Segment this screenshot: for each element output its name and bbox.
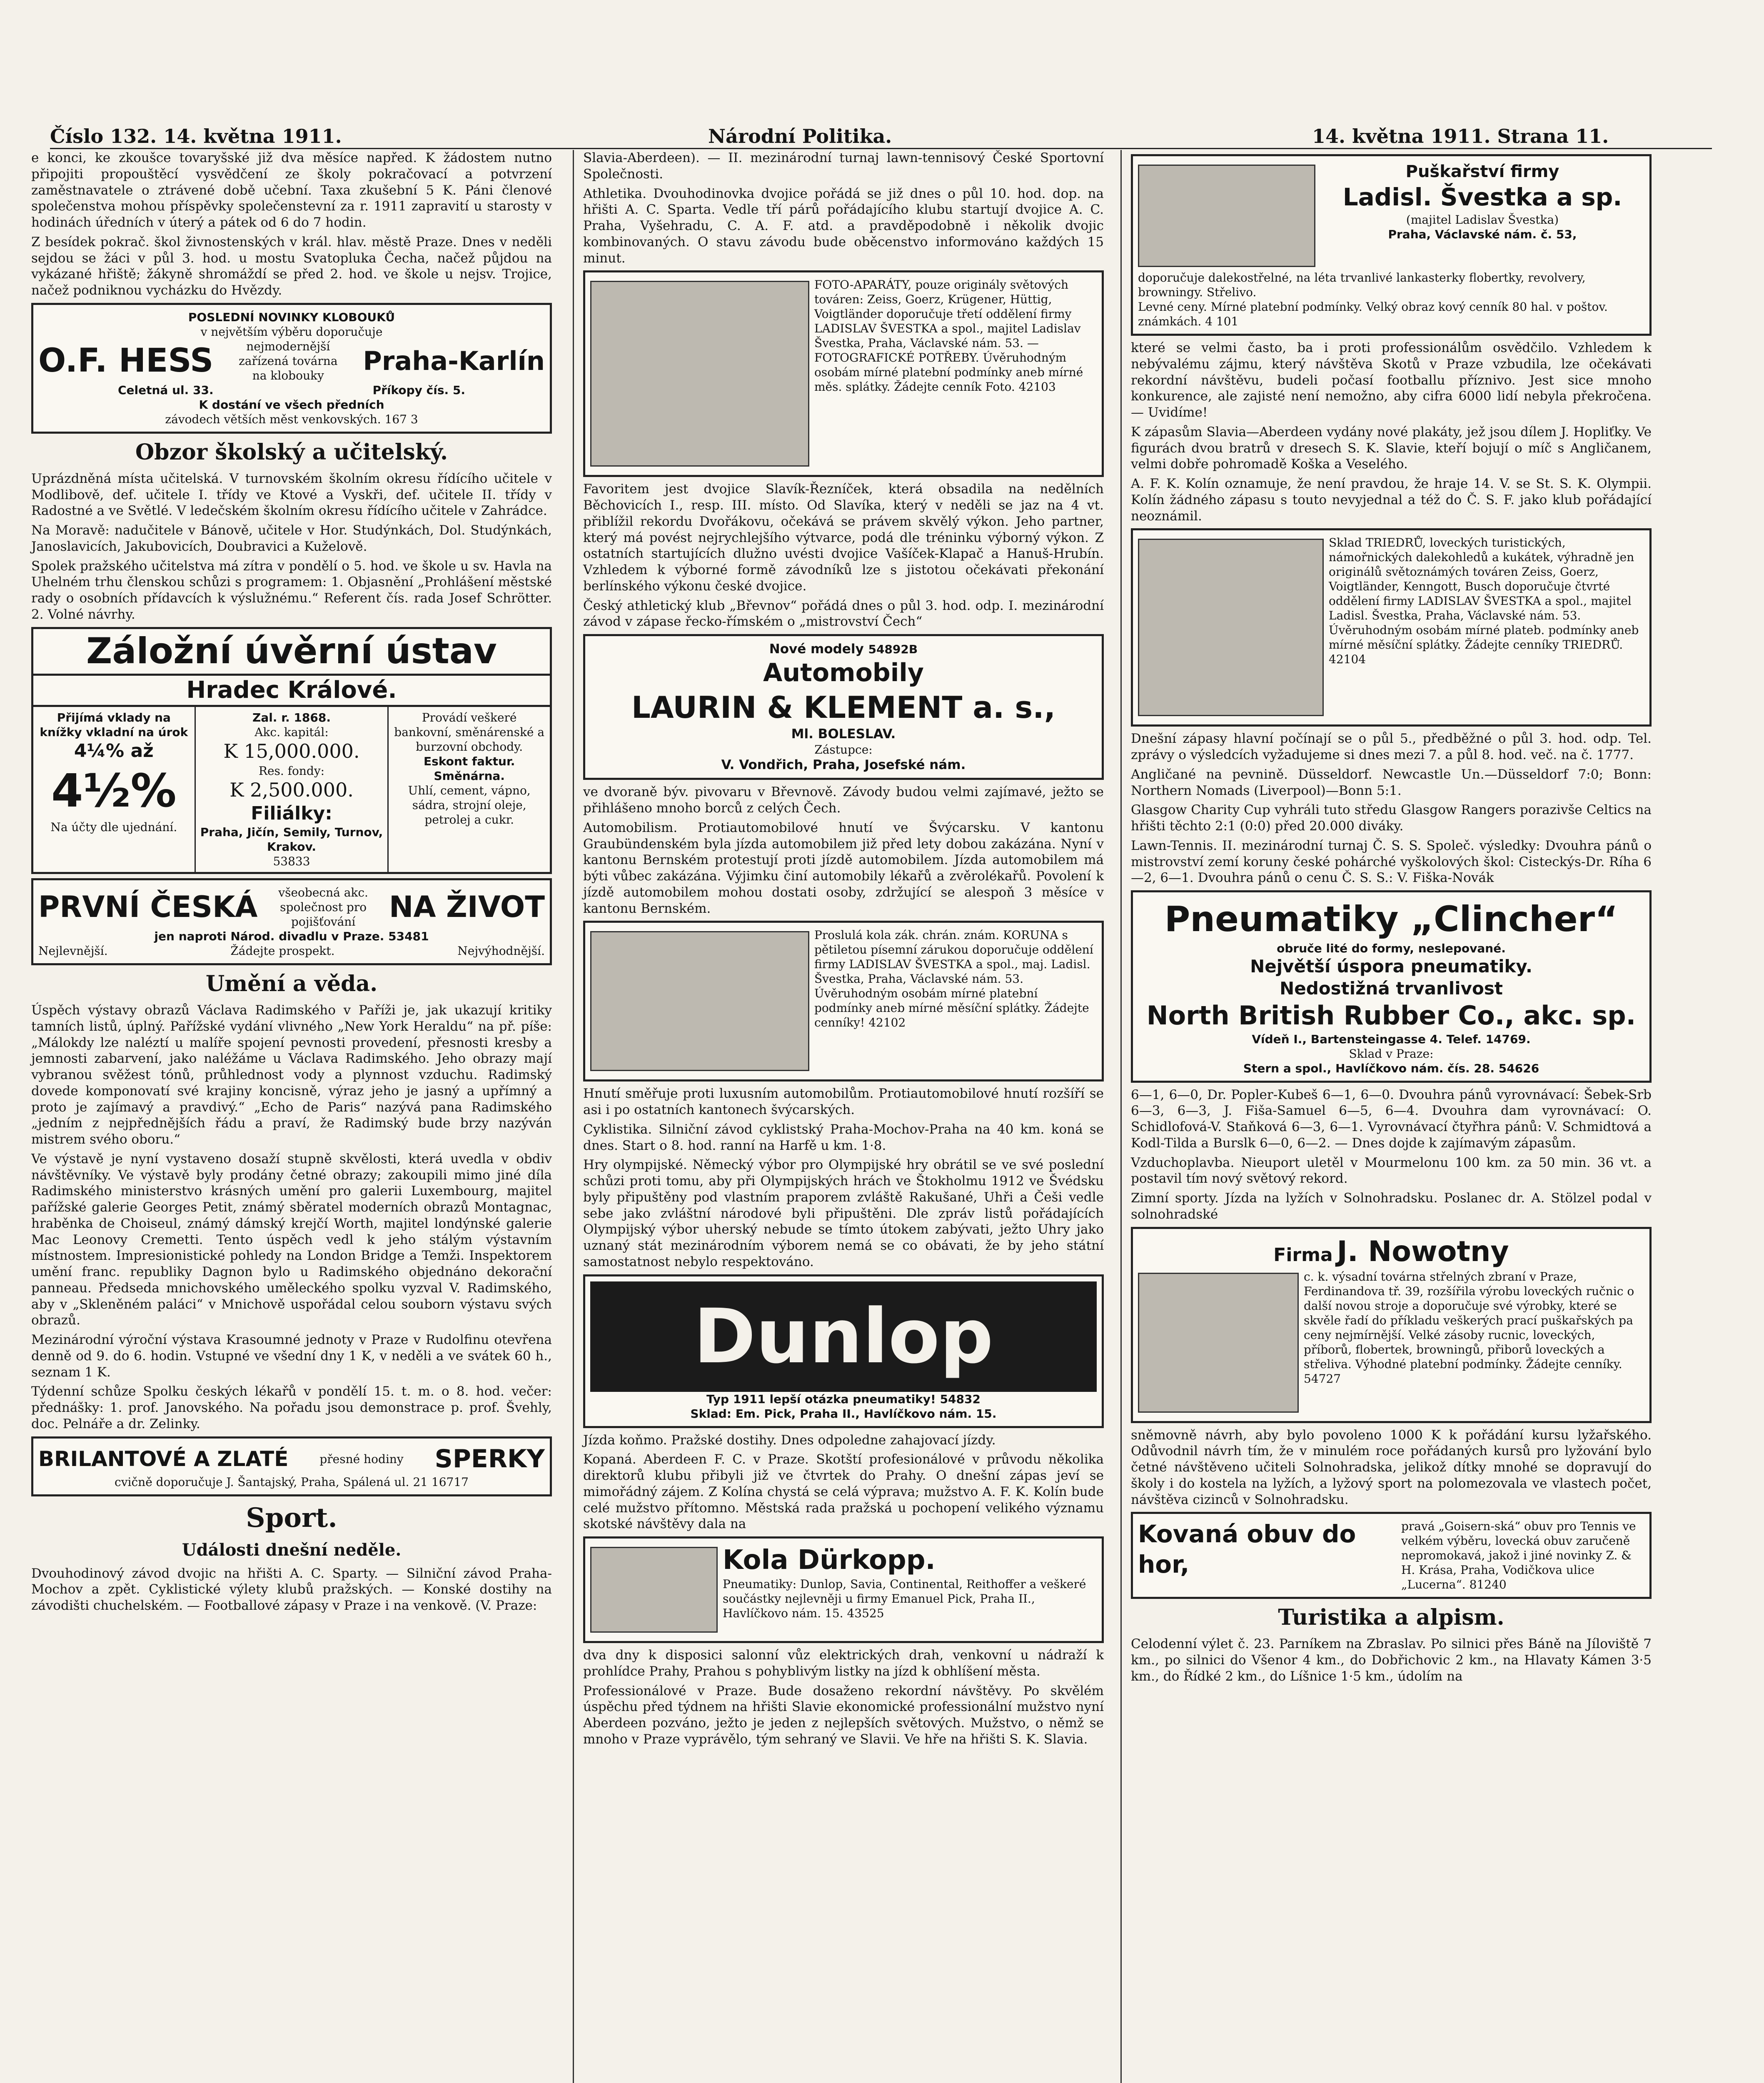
ad-address: Celetná ul. 33. xyxy=(117,383,214,397)
ad-text: závodech větších měst venkovských. xyxy=(165,412,381,426)
illustration-image xyxy=(590,281,809,467)
ad-code: 167 3 xyxy=(384,412,418,426)
ad-line: POSLEDNÍ NOVINKY KLOBOUKŮ xyxy=(188,310,395,324)
ad-line: Zal. r. 1868. xyxy=(252,711,331,724)
ad-line: obruče lité do formy, neslepované. xyxy=(1277,942,1506,955)
article-text: Jízda koňmo. Pražské dostihy. Dnes odpoledne zahajovací jízdy. xyxy=(583,1432,996,1448)
ad-text: Sklad TRIEDRŮ, loveckých turistických, námořnických dalekohledů a kukátek, výhradně jen originálů světoznámých továren Zeiss, Goerz, Voigtländer, Kenngott, Busch doporučuje čtvrté oddělení firmy LADISLAV ŠVESTKA a spol., majitel Ladisl. Švestka, Praha, Václavské nám. 53. Úvěruhodným osobám mírné plateb. podmínky aneb mírné měsíční splátky. Žádejte cenníky TRIEDRŮ. 42104 xyxy=(1329,536,1639,667)
brilant-advertisement xyxy=(31,1436,552,1496)
ad-line: Uhlí, cement, vápno, sádra, strojní oleje, petrolej a cukr. xyxy=(408,784,531,827)
article-text: 6—1, 6—0, Dr. Popler-Kubeš 6—1, 6—0. Dvouhra pánů vyrovnávací: Šebek-Srb 6—3, 6—3, J. Fiša-Samuel 6—5, 6—4. Dvouhra dam vyrovnávací: O. Schidlofová-V. Staňková 6—3, 6—1. Vyrovnávací čtyřhra pánů: V. Schmidtová a Kodl-Tilda a Burslk 6—0, 6—2. — Dnes dojde k zajímavým zápasům. xyxy=(1131,1087,1652,1151)
article-text: Ve výstavě je nyní vystaveno dosaží stupně skvělosti, která uvedla v obdiv návštěvníky. Ve výstavě byly prodány četné obrazy; zakoupili mimo jiné díla Radimského ministerstvo krásných umění pro galerii Luxembourg, majitel pařížské galerie Georges Petit, známý sběratel moderních obrazů Montagnac, hraběnka de Choiseul, známý dámský krejčí Worth, majitel londýnské galerie Mac Leonovy Cremetti. Tento úspěch vedl k jeho stálým výstavním místnostem. Impresionistické pohledy na London Bridge a Temži. Inspektorem umění franc. republiky Dagnon bylo u Radimského objednáno dekorační panneau. Předseda mnichovského uměleckého spolku vyzval V. Radimského, aby v „Skleněném paláci“ v Mnichově uspořádal celou souborn výstavu svých obrazů. xyxy=(31,1151,552,1328)
nowotny-advertisement xyxy=(1131,1227,1652,1423)
ad-code: 54892B xyxy=(868,642,918,656)
ad-line: K dostání ve všech předních xyxy=(199,397,384,412)
article-text: Automobilism. Protiautomobilové hnutí ve Švýcarsku. V kantonu Graubündenském byla jízda automobilem již před lety dobou zakázána. Nyní v kantonu Bernském protestují proti jízdě automobilem. Jízda automobilem má býti vůbec zakázána. Výjimku činí automobily lékařů a zvěrolékařů. Povolení k jízdě automobilem mohou dostati osoby, zdržující se alespoň 3 měsíce v kantonu Bernském. xyxy=(583,820,1104,916)
column-3 xyxy=(1131,150,1652,1688)
ad-line: Eskont faktur. xyxy=(423,754,515,768)
article-text: Kopaná. Aberdeen F. C. v Praze. Skotští profesionálové v průvodu několika direktorů klubu přibyli již ve čtvrtek do Prahy. O dnešní zápas jeví se mimořádný zájem. Z Kolína chystá se celá výprava; mužstvo A. F. K. Kolín bude celé mužstvo přítomno. Městská rada pražská u pochopení velikého významu skotské návštěvy dala na xyxy=(583,1452,1104,1532)
ad-line: nejmodernější zařízená továrna na klobouky xyxy=(239,339,338,382)
ad-line: přesné hodiny xyxy=(319,1452,404,1466)
article-text: Na Moravě: nadučitele v Bánově, učitele v Hor. Studýnkách, Dol. Studýnkách, Janoslavicích, Jakubovicích, Doubravici a Kuželově. xyxy=(31,523,552,554)
ad-address: Příkopy čís. 5. xyxy=(372,383,466,397)
column-rule-2 xyxy=(1120,150,1122,2083)
ad-line: doporučuje dalekostřelné, na léta trvanlivé lankasterky flobertky, revolvery, browningy. Střelivo. xyxy=(1138,271,1586,299)
ad-code: 54727 xyxy=(1304,1371,1341,1386)
ad-line: Největší úspora pneumatiky. xyxy=(1250,956,1532,977)
ad-brand: BRILANTOVÉ A ZLATÉ xyxy=(38,1446,289,1471)
kovana-obuv-advertisement xyxy=(1131,1512,1652,1599)
ad-line: Nedostižná trvanlivost xyxy=(1280,978,1503,999)
header-rule xyxy=(50,148,1712,149)
ad-code: 43525 xyxy=(847,1606,884,1620)
article-text: ve dvoraně býv. pivovaru v Břevnově. Závody budou velmi zajímavé, ježto se přihlášeno mnoho borců z celých Čech. xyxy=(583,784,1104,816)
durkopp-advertisement xyxy=(583,1536,1104,1643)
ad-city: Ml. BOLESLAV. xyxy=(791,726,896,742)
ad-text: Pneumatiky: Dunlop, Savia, Continental, Reithoffer a veškeré součástky nejlevněji u firmy Emanuel Pick, Praha II., Havlíčkovo nám. 15. xyxy=(723,1577,1086,1620)
article-text: Lawn-Tennis. II. mezinárodní turnaj Č. S. S. Společ. výsledky: Dvouhra pánů o mistrovství zemí koruny české pohárché vyškolových škol: Cisteckýs-Dr. Ríha 6—2, 6—1. Dvouhra pánů o cenu Č. S. S.: V. Fiška-Novák xyxy=(1131,838,1652,886)
gun-image xyxy=(1138,165,1315,267)
article-text: Týdenní schůze Spolku českých lékařů v pondělí 15. t. m. o 8. hod. večer: přednášky: 1. prof. Janovského. Na pořadu jsou demonstrace p. prof. Švehly, doc. Pelnáře a dr. Zelinky. xyxy=(31,1384,552,1431)
ad-line: Nejlevnější. xyxy=(38,944,108,958)
article-text: Vzduchoplavba. Nieuport uletěl v Mourmelonu 100 km. za 50 min. 36 vt. a postavil tím nový světový rekord. xyxy=(1131,1155,1652,1186)
binoculars-image xyxy=(1138,539,1324,716)
ad-brand: LAURIN & KLEMENT a. s., xyxy=(631,689,1055,725)
article-text: Cyklistika. Silniční závod cyklistský Praha-Mochov-Praha na 40 km. koná se dnes. Start o 8. hod. ranní na Harfě u km. 1·8. xyxy=(583,1121,1104,1153)
article-text: Z besídek pokrač. škol živnostenských v král. hlav. městě Praze. Dnes v neděli sejdou se žáci v půl 3. hod. u mostu Svatopluka Čecha, načež půjdou na vykázané hřiště; žákyně shromáždí se před 2. hod. ve škole u nejsv. Trojice, načež podniknou vycházku do Hvězdy. xyxy=(31,234,552,298)
ad-line: Automobily xyxy=(763,658,924,687)
ad-brand: J. Nowotny xyxy=(1337,1235,1509,1268)
ad-branches: Praha, Jičín, Semily, Turnov, Krakov. xyxy=(200,825,383,854)
ad-text: Proslulá kola zák. chrán. znám. KORUNA s pětiletou písemní zárukou doporučuje oddělení firmy LADISLAV ŠVESTKA a spol., maj. Ladisl. Švestka, Praha, Václavské nám. 53. Úvěruhodným osobám mírné platební podmínky aneb mírné měsíční splátky. Žádejte cenníky! 42102 xyxy=(814,928,1093,1030)
ad-brand: O.F. HESS xyxy=(38,342,214,380)
ad-brand: Pneumatiky „Clincher“ xyxy=(1164,899,1618,939)
article-text: sněmovně návrh, aby bylo povoleno 1000 K k pořádání kursu lyžařského. Odůvodnil návrh tím, že v minulém roce pořádaných kursů pro lyžování bylo četné návštěveno učiteli Solnohradska, jelikož dítky mnohé se dopravují do školy i do kostela na lyžích, a lyžový sport na polomezovala ve vlastech počet, návštěva cizinců v Solnohradsku. xyxy=(1131,1427,1652,1507)
ad-line: Žádejte prospekt. xyxy=(230,944,335,958)
foto-advertisement xyxy=(583,270,1104,477)
ad-line: Provádí veškeré bankovní, směnárenské a burzovní obchody. xyxy=(394,711,545,754)
ad-line: Nejvýhodnější. xyxy=(457,944,545,958)
article-text: Professionálové v Praze. Bude dosaženo rekordní návštěvy. Po skvělém úspěchu před týdnem na hřišti Slavie ekonomické professionální mužstvo nyní Aberdeen pozváno, ježto je jeden z nejlepších světových. Mužstvo, o němž se mnoho v Praze vyprávělo, tým sehraný ve Slavii. Ve hře na hřišti S. K. Slavia. xyxy=(583,1683,1104,1747)
article-text: Mezinárodní výroční výstava Krasoumné jednoty v Praze v Rudolfinu otevřena denně od 9. do 6. hodin. Vstupné ve všední dny 1 K, v neděli a ve svátek 60 h., seznam 1 K. xyxy=(31,1332,552,1380)
ad-brand: Dunlop xyxy=(590,1281,1097,1392)
ad-line: Typ 1911 lepší otázka pneumatiky! xyxy=(706,1392,936,1406)
ad-brand: Záložní úvěrní ústav xyxy=(33,629,550,676)
article-text: Spolek pražského učitelstva má zítra v pondělí o 5. hod. ve škole u sv. Havla na Uhelném trhu členskou schůzi s programem: 1. Objasnění „Prohlášení městské rady o osobních přídavcích k výslužnému.“ Referent čís. rada Josef Schrötter. 2. Volné návrhy. xyxy=(31,558,552,622)
article-text: Athletika. Dvouhodinovka dvojice pořádá se již dnes o půl 10. hod. dop. na hřišti A. C. Sparta. Vedle tří párů pořádajícího klubu startují dvojice A. C. Praha, Vyšehradu, C. A. F. atd. a pravděpodobně i několik dvojic kombinovaných. O stavu závodu bude oběcenstvo informováno každých 15 minut. xyxy=(583,186,1104,266)
ad-rate: 4¼% až xyxy=(74,740,154,762)
ad-company: North British Rubber Co., akc. sp. xyxy=(1146,1000,1636,1031)
article-text: Glasgow Charity Cup vyhráli tuto středu Glasgow Rangers porazivše Celtics na hřišti těchto 2:1 (0:0) před 20.000 diváky. xyxy=(1131,802,1652,834)
ad-line: Res. fondy: xyxy=(258,764,325,778)
ad-brand: Ladisl. Švestka a sp. xyxy=(1342,183,1622,211)
section-heading-turistika: Turistika a alpism. xyxy=(1278,1605,1505,1631)
ad-line: Filiálky: xyxy=(251,803,332,824)
ad-line: cvičně doporučuje J. Šantajský, Praha, Spálená ul. 21 xyxy=(115,1475,428,1489)
ad-line: všeobecná akc. společnost pro pojišťování xyxy=(278,886,368,929)
ad-brand: PRVNÍ ČESKÁ xyxy=(38,889,258,924)
puskarstvi-advertisement xyxy=(1131,154,1652,336)
article-text: A. F. K. Kolín oznamuje, že není pravdou, že hraje 14. V. se St. S. K. Olympii. Kolín žádného zápasu s touto nevyjednal a též do Č. S. F. jako klub pořádající neoznámil. xyxy=(1131,476,1652,524)
koruna-bicycle-advertisement xyxy=(583,921,1104,1081)
ad-code: 54626 xyxy=(1498,1061,1539,1075)
article-text: Uprázdněná místa učitelská. V turnovském školním okresu řídícího učitele v Modlibově, def. učitele I. třídy ve Ktové a Vyskři, def. učitele II. třídy v Radostné a ve Světlé. V ledečském školním okresu řídícího učitele v Zahrádce. xyxy=(31,471,552,519)
section-heading-umeni: Umění a věda. xyxy=(205,971,378,997)
column-1 xyxy=(31,150,552,1617)
ad-line: Praha, Václavské nám. č. 53, xyxy=(1388,227,1577,241)
article-text: Slavia-Aberdeen). — II. mezinárodní turnaj lawn-tennisový České Sportovní Společnosti. xyxy=(583,150,1104,182)
ad-line: Přijímá vklady na knížky vkladní na úrok xyxy=(40,711,188,739)
article-text: které se velmi často, ba i proti professionálům osvědčilo. Vzhledem k nebývalému zájmu, který návštěva Skotů v Praze vzbudila, lze očekávati rekordní návštěvu, budeli počasí footballu příznivo. Jest sice mnoho konkurence, ale zajisté není nemožno, aby cifra 6000 lidí nebyla překročena. — Uvidíme! xyxy=(1131,340,1652,420)
ad-line: Na účty dle ujednání. xyxy=(50,820,177,834)
ad-line: Směnárna. xyxy=(434,769,505,783)
article-text: Favoritem jest dvojice Slavík-Řezníček, která obsadila na nedělních Běchovicích I., resp. III. místo. Od Slavíka, který v neděli se jaz na 4 vt. přiblížil rekordu Dvořákovu, očekává se právem skvělý výkon. Jeho partner, který má povést nejrychlejšího výtvarce, podá dle tréninku výborný výkon. Z ostatních startujících dlužno uvésti dvojice Vašíček-Klapač a Hanuš-Hrubín. Vzhledem k výborné formě závodníků lze s jistotou očekávati překonání berlínského výkonu české dvojice. xyxy=(583,482,1104,594)
ad-line: V. Vondřich, Praha, Josefské nám. xyxy=(721,757,966,772)
ad-brand: Kola Dürkopp. xyxy=(723,1545,936,1576)
ad-line: v největším výběru doporučuje xyxy=(200,325,383,339)
ad-brand: NA ŽIVOT xyxy=(389,889,545,924)
ad-line: Vídeň I., Bartensteingasse 4. Telef. 14769. xyxy=(1252,1032,1531,1046)
clincher-advertisement xyxy=(1131,890,1652,1083)
ad-code: 53833 xyxy=(273,854,310,868)
triedr-advertisement xyxy=(1131,528,1652,727)
ad-line: Levné ceny. Mírné platební podmínky. Velký obraz kový cenník 80 hal. v poštov. známkách. 4 101 xyxy=(1138,300,1608,328)
ad-line: Stern a spol., Havlíčkovo nám. čís. 28. xyxy=(1243,1061,1495,1075)
hess-advertisement xyxy=(31,303,552,434)
ad-line: Sklad v Praze: xyxy=(1349,1046,1434,1061)
ad-code: 81240 xyxy=(1469,1578,1507,1592)
article-text: Zimní sporty. Jízda na lyžích v Solnohradsku. Poslanec dr. A. Stölzel podal v solnohradské xyxy=(1131,1191,1652,1222)
dunlop-advertisement xyxy=(583,1274,1104,1428)
article-text: dva dny k disposici salonní vůz elektrických drah, venkovní u nádraží k prohlídce Prahy, Prahou s pohyblivým listky na jízd k obhlíšení města. xyxy=(583,1648,1104,1679)
bicycle-image xyxy=(590,931,809,1071)
article-text: Hry olympijské. Německý výbor pro Olympijské hry obrátil se ve své poslední schůzi proti tomu, aby při Olympijských hrách ve Štokholmu 1912 ve Švédsku byly připuštěny pod vlastním praporem zvláště Rakušané, Uhři a Češi vedle sebe jako zvláštní národové byli připuštěni. Dle zpráv listů pořádajících Olympijský výbor uherský nebude se tímto útokem zabývati, ježto Uhry jako uznaný stát mezinárodním výborem nemá se co obávati, že by jeho státní samostatnost nebylo respektováno. xyxy=(583,1157,1104,1269)
article-text: Celodenní výlet č. 23. Parníkem na Zbraslav. Po silnici přes Báně na Jíloviště 7 km., po silnici do Všenor 4 km., do Dobřichovic 2 km., na Hlavaty Kámen 3·5 km., do Řídké 2 km., do Líšnice 1·5 km., údolím na xyxy=(1131,1636,1652,1684)
ad-line xyxy=(38,412,545,427)
column-rule-1 xyxy=(573,150,574,2083)
ad-reserve: K 2,500.000. xyxy=(230,778,354,801)
ad-city: Hradec Králové. xyxy=(33,676,550,707)
ad-line: Akc. kapitál: xyxy=(254,725,329,739)
article-text: e konci, ke zkoušce tovaryšské již dva měsíce napřed. K žádostem nutno připojiti propouštěcí vysvědčení ze školy pokračovací a potvrzení zaměstnavatele o ztrávené době učební. Taxa zkušební 5 K. Páni členové společenstva mohou příspěvky společenstevní za r. 1911 zapravití u starosty v hodinách úředních v úterý a pátek od 6 do 7 hodin. xyxy=(31,150,552,230)
article-text: Český athletický klub „Břevnov“ pořádá dnes o půl 3. hod. odp. I. mezinárodní závod v zápase řecko-římském o „mistrovství Čech“ xyxy=(583,598,1104,629)
ad-code: 54832 xyxy=(940,1392,981,1406)
ad-line: Puškařství firmy xyxy=(1405,162,1559,181)
ad-text: c. k. výsadní továrna střelných zbraní v Praze, Ferdinandova tř. 39, rozšířila výrobu loveckých ručnic o další novou stroje a doporučuje své výrobky, které se skvěle řadí do příkladu veškerých prací puškařských pa ceny nejmírnější. Velké zásoby rucnic, loveckých, příborů, flobertek, browningů, přiborů loveckých a střeliva. Výhodné platební podmínky. Žádejte cenníky. xyxy=(1304,1269,1634,1371)
ad-text: FOTO-APARÁTY, pouze originály světových továren: Zeiss, Goerz, Krügener, Hüttig, Voigtländer doporučuje třetí oddělení firmy LADISLAV ŠVESTKA a spol., majitel Ladislav Švestka, Praha, Václavské nám. 53. — FOTOGRAFICKÉ POTŘEBY. Úvěruhodným osobám mírné platební podmínky aneb mírné měs. splátky. Žádejte cenník Foto. 42103 xyxy=(814,278,1083,394)
ad-brand: Kovaná obuv do hor, xyxy=(1138,1520,1356,1578)
header-left: Číslo 132. 14. května 1911. xyxy=(50,125,342,147)
section-heading-sport: Sport. xyxy=(246,1502,337,1534)
zalozni-advertisement xyxy=(31,627,552,874)
ad-text: pravá „Goisern-ská“ obuv pro Tennis ve velkém výběru, lovecká obuv zaručeně nepromokavá, jakož i jiné novinky Z. & H. Krása, Praha, Vodičkova ulice „Lucerna“. xyxy=(1401,1519,1636,1592)
ad-line: jen naproti Národ. divadlu v Praze. xyxy=(154,929,384,943)
ad-brand: SPERKY xyxy=(434,1444,545,1474)
header-right: 14. května 1911. Strana 11. xyxy=(1312,125,1609,147)
article-text: Hnutí směřuje proti luxusním automobilům. Protiautomobilové hnutí rozšíří se asi i po ostatních kantonech švýcarských. xyxy=(583,1086,1104,1117)
column-2 xyxy=(583,150,1104,1751)
ad-line: Nové modely xyxy=(769,642,864,657)
ad-city: Praha-Karlín xyxy=(363,345,545,376)
article-text: Dvouhodinový závod dvojic na hřišti A. C. Sparty. — Silniční závod Praha-Mochov a zpět. Cyklistické výlety klubů pražských. — Konské dostihy na závodišti chuchelském. — Footballové zápasy v Praze i na venkově. (V. Praze: xyxy=(31,1566,552,1613)
subheading-udalosti: Události dnešní neděle. xyxy=(182,1540,402,1560)
pistol-image xyxy=(1138,1273,1299,1413)
article-text: Dnešní zápasy hlavní počínají se o půl 5., předběžné o půl 3. hod. odp. Tel. zprávy o výsledcích vyžadujeme si dnes mezi 7. a půl 8. hod. več. na č. 1777. xyxy=(1131,731,1652,762)
ad-line: Sklad: Em. Pick, Praha II., Havlíčkovo nám. 15. xyxy=(690,1406,997,1421)
ad-line: (majitel Ladislav Švestka) xyxy=(1406,212,1559,227)
section-heading-obzor: Obzor školský a učitelský. xyxy=(135,439,448,465)
prvni-ceska-advertisement xyxy=(31,878,552,965)
article-text: Úspěch výstavy obrazů Václava Radimského v Paříži je, jak ukazují kritiky tamních listů, úplný. Pařížské vydání vlivného „New York Heraldu“ na př. píše: „Málokdy lze naléztí u malíře spojení pevnosti provedení, přesnosti kresby a jemnosti zabarvení, jako naléžáme u Václava Radimského. Jeho obrazy mají vybranou svěžest tónů, průhlednost vody a plynnost vzduchu. Radimský dovede komponovatí své krajiny koncisně, výraz jeho je jasný a upřímný a proto je zajímavý a pravdivý.“ „Echo de Paris“ nazývá pana Radimského „jedním z nejpřednějších řádu a praví, že Radimský bude brzy nazýván mistrem svého oboru.“ xyxy=(31,1003,552,1147)
ad-code: 16717 xyxy=(431,1475,469,1489)
article-text: Angličané na pevnině. Düsseldorf. Newcastle Un.—Düsseldorf 7:0; Bonn: Northern Nomads (Liverpool)—Bonn 5:1. xyxy=(1131,767,1652,798)
article-text: K zápasům Slavia—Aberdeen vydány nové plakáty, jež jsou dílem J. Hopliťky. Ve figurách dvou bratrů v dresech S. K. Slavie, kteří bojují o míč s Angličanem, velmi dobře pohromadě Koška a Veselého. xyxy=(1131,424,1652,472)
laurin-klement-advertisement xyxy=(583,634,1104,780)
ad-rate-big: 4½% xyxy=(51,764,177,817)
ad-code: 53481 xyxy=(388,929,429,943)
ad-line: Firma xyxy=(1273,1244,1333,1266)
bicycle-image xyxy=(590,1547,718,1633)
ad-line: Zástupce: xyxy=(814,742,873,757)
header-center: Národní Politika. xyxy=(708,125,892,147)
ad-capital: K 15,000.000. xyxy=(223,740,360,762)
